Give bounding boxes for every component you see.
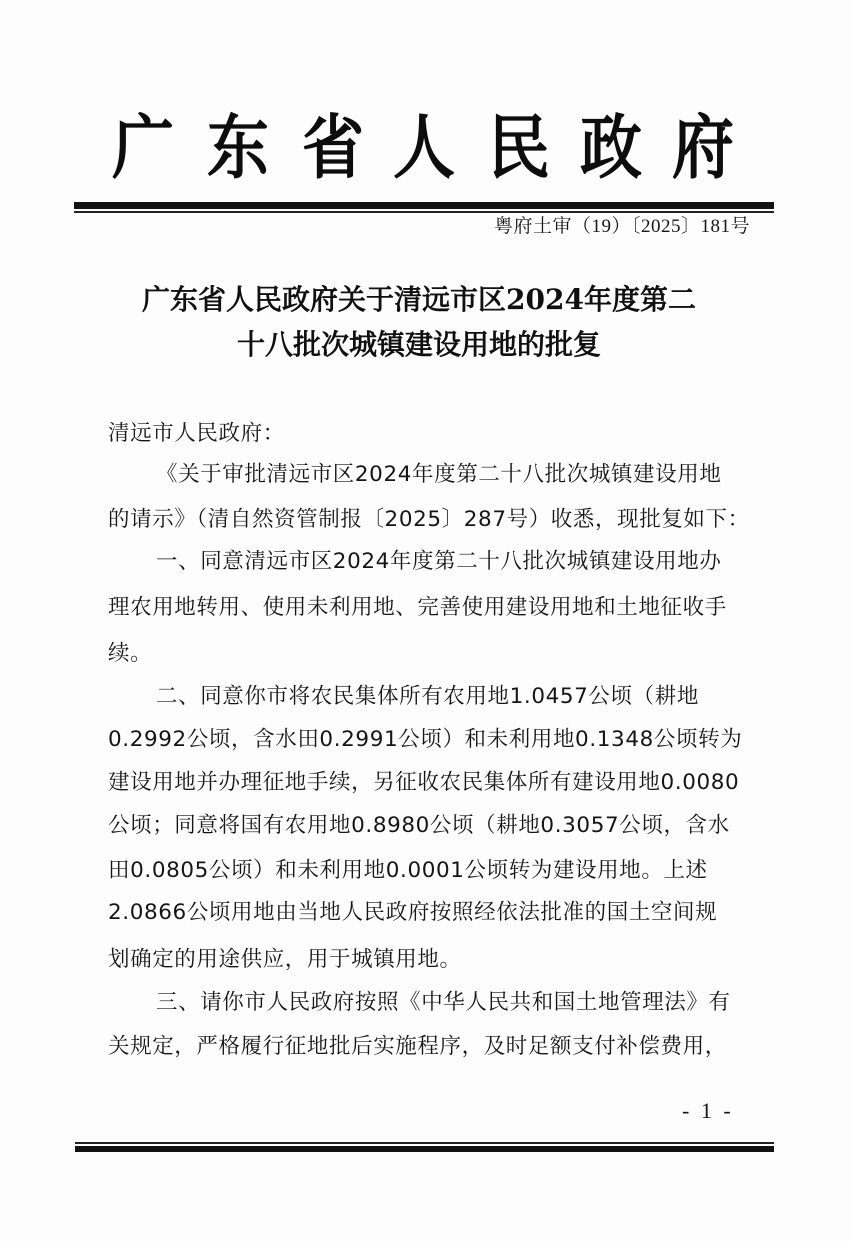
masthead (0, 106, 850, 189)
body-line: 公顷；同意将国有农用地0.8980公顷（耕地0.3057公顷，含水 (108, 813, 730, 838)
body-line: 划确定的用途供应，用于城镇用地。 (108, 947, 462, 972)
body-line: 续。 (108, 641, 153, 666)
masthead-char: 民 (487, 106, 550, 189)
document-number: 粤府土审（19）〔2025〕181号 (493, 216, 750, 237)
body-line: 二、同意你市将农民集体所有农用地1.0457公顷（耕地 (156, 684, 699, 709)
body-line: 田0.0805公顷）和未利用地0.0001公顷转为建设用地。上述 (108, 858, 708, 883)
body-line: 关规定，严格履行征地批后实施程序，及时足额支付补偿费用， (108, 1034, 727, 1059)
masthead-char: 省 (301, 106, 364, 189)
footer-rule-thin (75, 1142, 774, 1144)
body-line: 0.2992公顷，含水田0.2991公顷）和未利用地0.1348公顷转为 (108, 727, 743, 752)
masthead-char: 政 (579, 106, 642, 189)
document-title-line-2: 十八批次城镇建设用地的批复 (236, 328, 601, 361)
masthead-char: 广 (111, 106, 174, 189)
page-number: - 1 - (682, 1098, 734, 1123)
body-line: 《关于审批清远市区2024年度第二十八批次城镇建设用地 (156, 462, 722, 487)
masthead-char: 府 (671, 106, 734, 189)
document-title-line-1: 广东省人民政府关于清远市区2024年度第二 (142, 283, 696, 316)
body-line: 的请示》（清自然资管制报〔2025〕287号）收悉，现批复如下： (108, 507, 750, 532)
addressee: 清远市人民政府： (108, 421, 285, 446)
header-rule-thin (74, 211, 774, 213)
masthead-char: 人 (392, 106, 455, 189)
footer-rule-thick (75, 1146, 774, 1152)
body-line: 2.0866公顷用地由当地人民政府按照经依法批准的国土空间规 (108, 900, 718, 925)
body-line: 一、同意清远市区2024年度第二十八批次城镇建设用地办 (156, 549, 722, 574)
body-line: 建设用地并办理征地手续，另征收农民集体所有建设用地0.0080 (108, 770, 740, 795)
body-line: 理农用地转用、使用未利用地、完善使用建设用地和土地征收手 (108, 595, 727, 620)
header-rule-thick (74, 202, 774, 209)
body-line: 三、请你市人民政府按照《中华人民共和国土地管理法》有 (156, 990, 731, 1015)
masthead-char: 东 (206, 106, 269, 189)
